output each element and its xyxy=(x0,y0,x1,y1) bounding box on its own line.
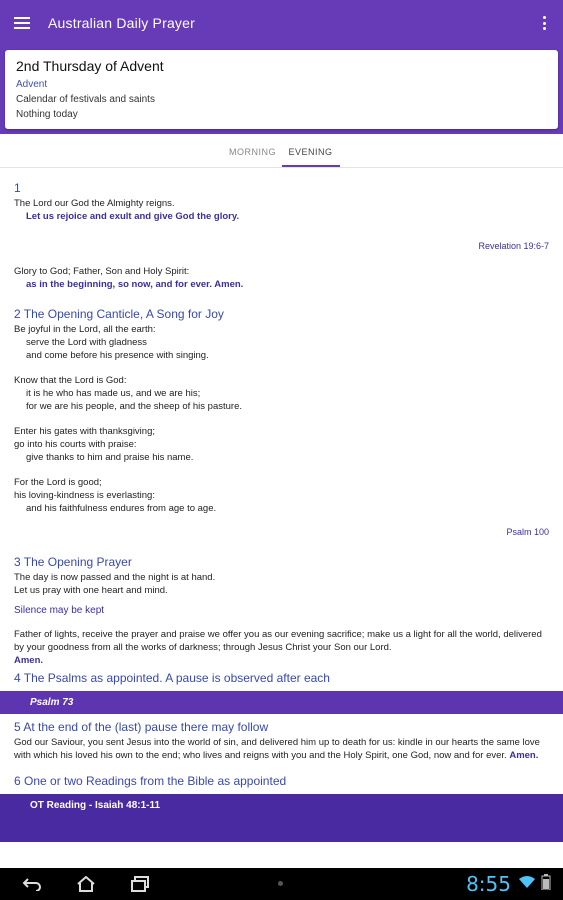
verse-line: For the Lord is good; xyxy=(14,477,102,488)
section-2-heading: 2 The Opening Canticle, A Song for Joy xyxy=(14,307,224,321)
more-vert-icon[interactable] xyxy=(543,16,547,30)
section-5-heading: 5 At the end of the (last) pause there may follow xyxy=(14,720,269,734)
section-4-heading: 4 The Psalms as appointed. A pause is observed after each xyxy=(14,671,330,685)
status-area xyxy=(466,872,551,896)
nav-dot xyxy=(278,881,283,886)
verse-line: Be joyful in the Lord, all the earth: xyxy=(14,324,156,335)
opening-prayer xyxy=(14,628,549,667)
verse-line: Know that the Lord is God: xyxy=(14,375,127,386)
section-1-heading: 1 xyxy=(14,181,21,195)
recents-icon[interactable] xyxy=(130,876,150,892)
canticle-verse xyxy=(14,323,549,362)
amen: Amen. xyxy=(14,655,44,666)
back-icon[interactable] xyxy=(22,876,42,892)
calendar-value: Nothing today xyxy=(16,109,78,120)
verse-line: serve the Lord with gladness xyxy=(26,337,147,348)
versicle: The Lord our God the Almighty reigns. xyxy=(14,198,175,209)
canticle-verse xyxy=(14,476,549,515)
verse-line: for we are his people, and the sheep of his pasture. xyxy=(26,401,242,412)
ot-reading-link[interactable]: OT Reading - Isaiah 48:1-11 xyxy=(0,794,563,842)
tab-morning[interactable]: MORNING xyxy=(229,147,276,157)
response: Let us rejoice and exult and give God the glory. xyxy=(26,211,240,222)
tab-evening[interactable]: EVENING xyxy=(282,138,340,167)
wifi-icon xyxy=(519,875,535,893)
section-1-text xyxy=(14,197,549,223)
calendar-label: Calendar of festivals and saints xyxy=(16,94,155,105)
verse-line: his loving-kindness is everlasting: xyxy=(14,490,155,501)
prayer-content[interactable] xyxy=(0,172,563,868)
day-card xyxy=(5,50,558,129)
section-3-text xyxy=(14,571,549,597)
battery-icon xyxy=(541,874,551,895)
verse-line: and his faithfulness endures from age to age. xyxy=(26,503,217,514)
versicle: Let us pray with one heart and mind. xyxy=(14,585,168,596)
versicle: Glory to God; Father, Son and Holy Spirit: xyxy=(14,266,190,277)
clock: 8:55 xyxy=(466,872,511,896)
versicle: The day is now passed and the night is at hand. xyxy=(14,572,216,583)
app-title: Australian Daily Prayer xyxy=(48,15,195,31)
verse-line: it is he who has made us, and we are his; xyxy=(26,388,201,399)
section-6-heading: 6 One or two Readings from the Bible as appointed xyxy=(14,774,287,788)
verse-line: give thanks to him and praise his name. xyxy=(26,452,194,463)
season-label: Advent xyxy=(16,79,48,90)
home-icon[interactable] xyxy=(76,876,96,892)
section-3-heading: 3 The Opening Prayer xyxy=(14,555,132,569)
rubric: Silence may be kept xyxy=(14,605,105,616)
verse-line: and come before his presence with singing. xyxy=(26,350,209,361)
tab-bar xyxy=(0,138,563,168)
verse-line: go into his courts with praise: xyxy=(14,439,137,450)
day-title: 2nd Thursday of Advent xyxy=(16,58,164,74)
canticle-verse xyxy=(14,374,549,413)
system-nav-bar xyxy=(0,868,563,900)
prayer-text: Father of lights, receive the prayer and praise we offer you as our evening sacrifice; make us a light for all the world, delivered by your goodness from all the works of darkness; through Jesus Christ your Son our Lord. xyxy=(14,629,542,653)
verse-line: Enter his gates with thanksgiving; xyxy=(14,426,155,437)
prayer-text: God our Saviour, you sent Jesus into the world of sin, and delivered him up to death for us: kindle in our hearts the same love with which his loved his own to the end; who lives and reigns with you and the Holy Spirit, one God, now and for ever. xyxy=(14,737,540,761)
amen: Amen. xyxy=(509,750,539,761)
scripture-ref: Psalm 100 xyxy=(506,527,549,537)
scripture-ref: Revelation 19:6-7 xyxy=(478,241,549,251)
gloria xyxy=(14,265,549,291)
menu-icon[interactable] xyxy=(14,17,30,29)
section-5-prayer xyxy=(14,736,549,762)
psalm-link[interactable]: Psalm 73 xyxy=(0,691,563,714)
tab-divider xyxy=(0,167,563,168)
canticle-verse xyxy=(14,425,549,464)
response: as in the beginning, so now, and for ever. Amen. xyxy=(26,279,244,290)
